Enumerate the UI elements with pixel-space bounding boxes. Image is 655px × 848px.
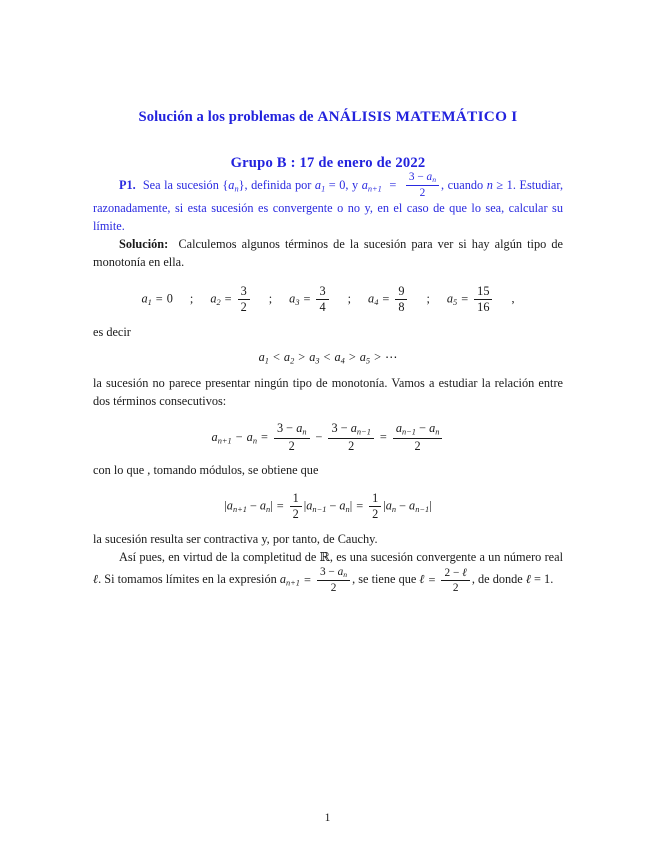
term-separator: ;: [189, 292, 194, 307]
term-2-eq: =: [224, 292, 232, 307]
conclusion-paragraph: [93, 549, 563, 595]
problem-text-2: }, definida por: [238, 177, 315, 192]
mod-bar-open-3: |: [383, 498, 386, 513]
mod-minus-1: −: [249, 498, 257, 513]
term-3-fraction: [316, 285, 328, 315]
mod-minus-3: −: [399, 498, 407, 513]
solution-label: Solución:: [119, 236, 169, 251]
page-subtitle: Grupo B : 17 de enero de 2022: [230, 154, 426, 171]
chain-a3: a: [309, 349, 316, 364]
conclusion-f1-denominator: 2: [330, 582, 337, 595]
conclusion-f1-minus: −: [328, 565, 335, 578]
term-3-denominator: 4: [319, 300, 326, 315]
chain-relation-4: >: [348, 349, 356, 364]
term-1-value: 0: [166, 292, 173, 307]
title-prefix: Solución a los problemas de: [138, 109, 318, 125]
diff-equals-2: =: [379, 429, 387, 444]
diff-mid-minus: −: [315, 429, 323, 444]
n-variable: n: [486, 177, 493, 192]
an1-variable: a: [361, 177, 368, 192]
modulus-paragraph: con lo que , tomando módulos, se obtiene que: [93, 463, 319, 478]
term-2-var: a: [210, 292, 217, 307]
recurrence-fraction: [406, 171, 439, 200]
term-4-numerator: 9: [395, 285, 407, 300]
problem-statement: [93, 172, 563, 236]
sequence-variable: a: [228, 177, 235, 192]
chain-relation-1: <: [272, 349, 280, 364]
conclusion-an1: a: [279, 572, 286, 587]
term-4-denominator: 8: [398, 300, 405, 315]
term-4-sub: 4: [374, 298, 379, 308]
diff-f2-denominator: 2: [348, 438, 355, 453]
conclusion-f2-numerator: [441, 567, 469, 581]
title-subject: ANÁLISIS MATEMÁTICO I: [317, 108, 518, 125]
term-2-sub: 2: [216, 298, 221, 308]
conclusion-f2-two: 2: [444, 566, 451, 579]
contractive-paragraph: la sucesión resulta ser contractiva y, por tanto, de Cauchy.: [93, 531, 378, 546]
conclusion-fraction-2: [441, 567, 469, 594]
term-5-var: a: [446, 292, 454, 307]
diff-f3-a1: a: [395, 421, 402, 436]
mod-bar-close-2: |: [349, 498, 353, 513]
diff-f2-a-sub: n−1: [356, 427, 371, 437]
term-1-sub: 1: [147, 298, 152, 308]
problem-label: P1.: [119, 177, 136, 192]
diff-lhs-a: a: [211, 429, 218, 444]
document-title-block: [93, 108, 563, 172]
mod-minus-2: −: [329, 498, 337, 513]
mod-half-2-num: 1: [369, 492, 381, 507]
terms-trailing-comma: ,: [511, 292, 515, 307]
mod-m1-b: a: [339, 498, 346, 513]
diff-f2-numerator: [328, 422, 373, 438]
diff-f3-numerator: [393, 422, 443, 438]
term-2-fraction: [238, 285, 250, 315]
problem-text-3: , cuando: [441, 177, 487, 192]
chain-a1: a: [258, 349, 265, 364]
mod-half-2: [369, 492, 381, 522]
conclusion-fraction-1: [317, 566, 350, 595]
term-3-var: a: [289, 292, 296, 307]
mod-m1-a-sub: n−1: [312, 505, 327, 515]
chain-tail-relation: >: [374, 349, 382, 364]
diff-f1-three: 3: [276, 421, 284, 436]
diff-f3-a2: a: [429, 421, 436, 436]
diff-lhs-b-sub: n: [252, 436, 257, 446]
conclusion-part-4: , se tiene que: [352, 572, 420, 587]
fraction-numerator: [406, 171, 439, 186]
diff-f3-denominator: 2: [414, 438, 421, 453]
page-number: 1: [324, 812, 331, 824]
a1-subscript: 1: [321, 183, 326, 193]
conclusion-f1-numerator: [317, 566, 350, 581]
diff-fraction-1: [274, 422, 310, 453]
diff-f1-a: a: [296, 421, 303, 436]
term-3-sub: 3: [295, 298, 300, 308]
diff-fraction-3: [393, 422, 443, 453]
conclusion-an1-sub: n+1: [285, 578, 300, 588]
chain-relation-3: <: [323, 349, 331, 364]
chain-a4-sub: 4: [340, 356, 345, 366]
fraction-denominator: 2: [419, 187, 426, 200]
mod-half-1: [290, 492, 302, 522]
diff-lhs-a-sub: n+1: [217, 436, 232, 446]
monotonicity-paragraph: la sucesión no parece presentar ningún tipo de monotonía. Vamos a estudiar la relación entre dos términos consecutivos:: [93, 376, 563, 408]
a1-equation: = 0, y: [325, 177, 362, 192]
mod-half-1-den: 2: [292, 506, 299, 521]
sequence-subscript: n: [234, 183, 239, 193]
reals-symbol: ℝ: [319, 549, 330, 564]
mod-bar-close-1: |: [270, 498, 273, 513]
term-3-numerator: 3: [316, 285, 328, 300]
chain-a5: a: [359, 349, 366, 364]
term-5-numerator: 15: [474, 285, 492, 300]
term-1-var: a: [141, 292, 148, 307]
conclusion-part-6: de donde: [478, 572, 526, 587]
an1-subscript: n+1: [367, 183, 382, 193]
chain-a4: a: [334, 349, 341, 364]
diff-fraction-2: [328, 422, 373, 453]
conclusion-part-5: ,: [471, 572, 475, 587]
mod-half-2-den: 2: [372, 506, 379, 521]
mod-m2-a-sub: n: [391, 505, 397, 515]
chain-a2-sub: 2: [290, 356, 295, 366]
chain-a5-sub: 5: [365, 356, 371, 366]
diff-lhs-b: a: [246, 429, 253, 444]
term-5-denominator: 16: [477, 300, 490, 315]
diff-minus: −: [235, 429, 243, 444]
mod-m2-b-sub: n−1: [415, 505, 430, 515]
a1-variable: a: [314, 177, 322, 192]
term-5-sub: 5: [453, 298, 458, 308]
conclusion-f1-three: 3: [319, 565, 326, 578]
equation-first-terms: [93, 285, 563, 315]
mod-lhs-b: a: [259, 498, 267, 513]
diff-f1-minus: −: [286, 421, 294, 436]
conclusion-f2-ell: ℓ: [462, 566, 467, 579]
equation-modulus: [93, 492, 563, 522]
mod-m2-b: a: [409, 498, 416, 513]
diff-f1-a-sub: n: [302, 427, 307, 437]
problem-text-1: Sea la sucesión {: [142, 177, 229, 192]
term-5-eq: =: [461, 292, 469, 307]
mod-equals-2: =: [356, 498, 364, 513]
term-separator: ;: [426, 292, 430, 307]
mod-half-1-num: 1: [290, 492, 302, 507]
document-content: [93, 108, 563, 595]
diff-f3-a2-sub: n: [435, 427, 440, 437]
conclusion-part-3: . Si tomamos límites en la expresión: [98, 572, 280, 587]
conclusion-f2-denominator: 2: [452, 581, 459, 594]
mod-lhs-a: a: [226, 498, 233, 513]
numerator-a: a: [426, 170, 433, 183]
page-title: [93, 108, 563, 127]
mod-m1-b-sub: n: [345, 505, 350, 515]
limit-ell-3: ℓ: [525, 572, 531, 587]
numerator-a-subscript: n: [432, 175, 437, 185]
mod-m1-a: a: [306, 498, 313, 513]
diff-f2-three: 3: [331, 421, 338, 436]
term-5-fraction: [474, 285, 492, 315]
conclusion-f1-a-sub: n: [343, 570, 348, 580]
problem-text-5: Estudiar, razonadamente, si esta sucesión es convergente o no y, en el caso de que lo sea, calcular su límite.: [93, 177, 564, 233]
equals-sign: =: [385, 177, 400, 192]
conclusion-f2-minus: −: [452, 566, 460, 579]
mod-lhs-b-sub: n: [266, 505, 271, 515]
term-2-denominator: 2: [240, 300, 247, 315]
solution-intro-text: Calculemos algunos términos de la sucesión para ver si hay algún tipo de monotonía en ella.: [93, 236, 563, 269]
diff-f3-a1-sub: n−1: [401, 427, 416, 437]
mod-bar-open-2: |: [303, 498, 307, 513]
equation-monotonicity-chain: [93, 350, 563, 366]
term-4-eq: =: [382, 292, 390, 307]
chain-a2: a: [283, 349, 291, 364]
conclusion-part-7: = 1.: [530, 572, 554, 587]
mod-equals-1: =: [276, 498, 284, 513]
diff-equals-1: =: [261, 429, 268, 444]
solution-intro-paragraph: [93, 236, 563, 272]
numerator-three: 3: [408, 170, 415, 183]
numerator-minus: −: [414, 170, 427, 183]
mod-bar-open-1: |: [224, 498, 227, 513]
term-3-eq: =: [303, 292, 311, 307]
mod-lhs-a-sub: n+1: [232, 505, 247, 515]
limit-ell-2: ℓ: [419, 572, 425, 587]
term-separator: ;: [347, 292, 352, 307]
es-decir-paragraph: es decir: [93, 324, 131, 339]
mod-m2-a: a: [385, 498, 392, 513]
limit-ell-1: ℓ: [93, 572, 99, 587]
term-1-eq: =: [155, 292, 163, 307]
mod-bar-close-3: |: [429, 498, 432, 513]
diff-f3-minus: −: [419, 421, 427, 436]
chain-a3-sub: 3: [315, 356, 320, 366]
term-2-numerator: 3: [238, 285, 250, 300]
chain-relation-2: >: [298, 349, 306, 364]
conclusion-equals-1: =: [304, 572, 311, 587]
chain-a1-sub: 1: [264, 356, 269, 366]
conclusion-part-1: Así pues, en virtud de la completitud de: [119, 549, 320, 564]
conclusion-f1-a: a: [337, 565, 344, 578]
diff-f2-minus: −: [340, 421, 348, 436]
problem-text-4: ≥ 1.: [492, 177, 516, 192]
conclusion-part-2: , es una sucesión convergente a un número real: [329, 549, 563, 564]
term-4-var: a: [368, 292, 375, 307]
diff-f1-denominator: 2: [288, 438, 295, 453]
equation-difference: [93, 423, 563, 454]
diff-f2-a: a: [350, 421, 357, 436]
diff-f1-numerator: [274, 422, 310, 438]
term-separator: ;: [268, 292, 273, 307]
chain-ellipsis: ⋯: [385, 349, 398, 364]
conclusion-equals-2: =: [428, 572, 436, 587]
term-4-fraction: [395, 285, 407, 315]
